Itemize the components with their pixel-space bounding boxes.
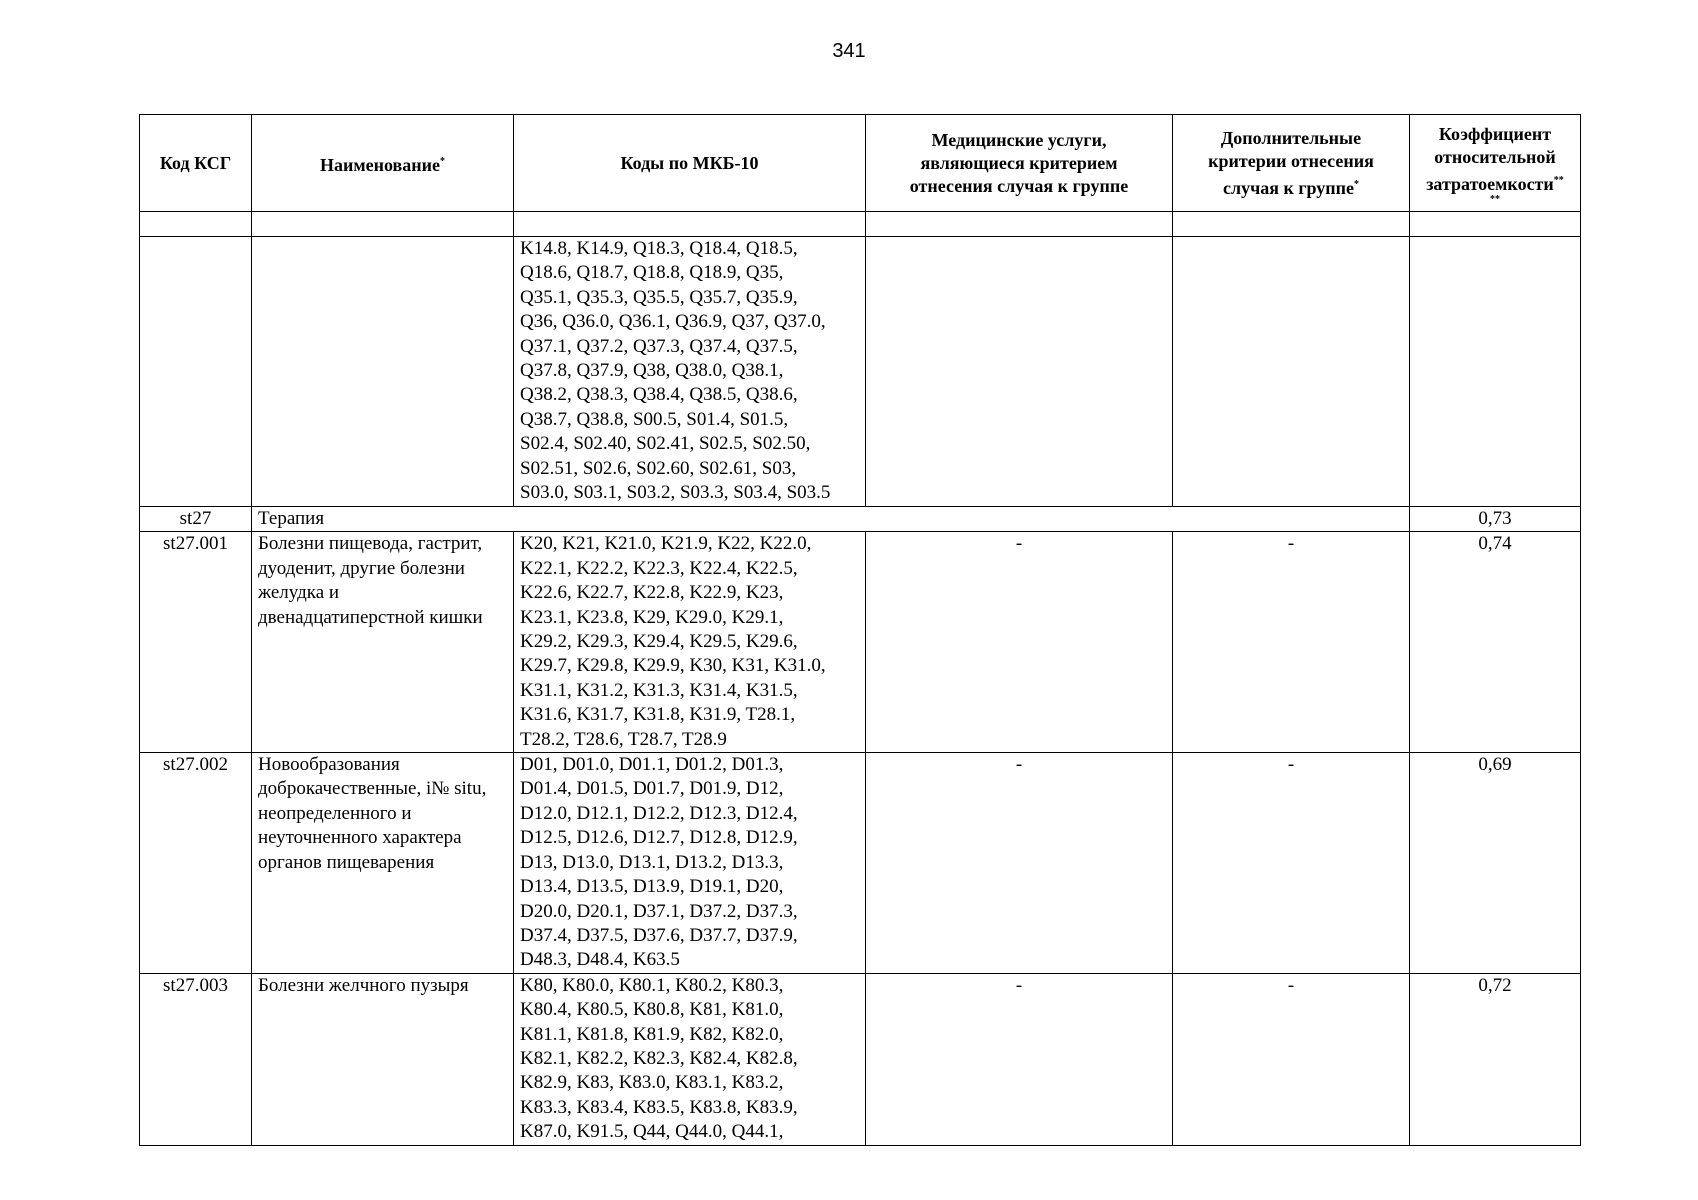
ksg-code: st27.001 [140, 532, 252, 753]
page-number: 341 [832, 40, 866, 62]
table-row [140, 532, 1581, 753]
ksg-code: st27.003 [140, 973, 252, 1145]
criteria-cell: - [1173, 973, 1410, 1145]
header-mkb: Коды по МКБ-10 [514, 115, 866, 212]
table-spacer-row [140, 212, 1581, 237]
mkb-codes-cell: K20, K21, K21.0, K21.9, K22, K22.0, K22.1, K22.2, K22.3, K22.4, K22.5, K22.6, K22.7, K22.8, K22.9, K23, K23.1, K23.8, K29, K29.0, K29.1, K29.2, K29.3, K29.4, K29.5, K29.6, K29.7, K29.8, K29.9, K30, K31, K31.0, K31.1, K31.2, K31.3, K31.4, K31.5, K31.6, K31.7, K31.8, K31.9, T28.1, T28.2, T28.6, T28.7, T28.9 [514, 532, 866, 753]
table-header-row [140, 115, 1581, 212]
mkb-codes-cell: K80, K80.0, K80.1, K80.2, K80.3, K80.4, K80.5, K80.8, K81, K81.0, K81.1, K81.8, K81.9, K82, K82.0, K82.1, K82.2, K82.3, K82.4, K82.8, K82.9, K83, K83.0, K83.1, K83.2, K83.3, K83.4, K83.5, K83.8, K83.9, K87.0, K91.5, Q44, Q44.0, Q44.1, [514, 973, 866, 1145]
coef-cell: 0,72 [1410, 973, 1581, 1145]
services-cell: - [866, 973, 1173, 1145]
ksg-code: st27.002 [140, 753, 252, 974]
table-row [140, 973, 1581, 1145]
mkb-codes-cell: D01, D01.0, D01.1, D01.2, D01.3, D01.4, D01.5, D01.7, D01.9, D12, D12.0, D12.1, D12.2, D12.3, D12.4, D12.5, D12.6, D12.7, D12.8, D12.9, D13, D13.0, D13.1, D13.2, D13.3, D13.4, D13.5, D13.9, D19.1, D20, D20.0, D20.1, D37.1, D37.2, D37.3, D37.4, D37.5, D37.6, D37.7, D37.9, D48.3, D48.4, K63.5 [514, 753, 866, 974]
table-row-continuation [140, 237, 1581, 507]
table-row-group [140, 507, 1581, 532]
group-coef: 0,73 [1410, 507, 1581, 532]
header-code: Код КСГ [140, 115, 252, 212]
group-code: st27 [140, 507, 252, 532]
ksg-name: Болезни пищевода, гастрит, дуоденит, другие болезни желудка и двенадцатиперстной кишки [252, 532, 514, 753]
ksg-name: Болезни желчного пузыря [252, 973, 514, 1145]
coef-cell: 0,69 [1410, 753, 1581, 974]
services-cell: - [866, 532, 1173, 753]
coef-cell: 0,74 [1410, 532, 1581, 753]
table-row [140, 753, 1581, 974]
header-name: Наименование* [252, 115, 514, 212]
ksg-name: Новообразования доброкачественные, i№ situ, неопределенного и неуточненного характера органов пищеварения [252, 753, 514, 974]
criteria-cell: - [1173, 532, 1410, 753]
criteria-cell: - [1173, 753, 1410, 974]
header-coef: Коэффициент относительной затратоемкости** ** [1410, 115, 1581, 212]
mkb-codes-cell: K14.8, K14.9, Q18.3, Q18.4, Q18.5, Q18.6, Q18.7, Q18.8, Q18.9, Q35, Q35.1, Q35.3, Q35.5, Q35.7, Q35.9, Q36, Q36.0, Q36.1, Q36.9, Q37, Q37.0, Q37.1, Q37.2, Q37.3, Q37.4, Q37.5, Q37.8, Q37.9, Q38, Q38.0, Q38.1, Q38.2, Q38.3, Q38.4, Q38.5, Q38.6, Q38.7, Q38.8, S00.5, S01.4, S01.5, S02.4, S02.40, S02.41, S02.5, S02.50, S02.51, S02.6, S02.60, S02.61, S03, S03.0, S03.1, S03.2, S03.3, S03.4, S03.5 [514, 237, 866, 507]
header-criteria: Дополнительные критерии отнесения случая к группе* [1173, 115, 1410, 212]
header-services: Медицинские услуги, являющиеся критерием отнесения случая к группе [866, 115, 1173, 212]
services-cell: - [866, 753, 1173, 974]
group-name: Терапия [252, 507, 1410, 532]
ksg-table [139, 114, 1581, 1146]
